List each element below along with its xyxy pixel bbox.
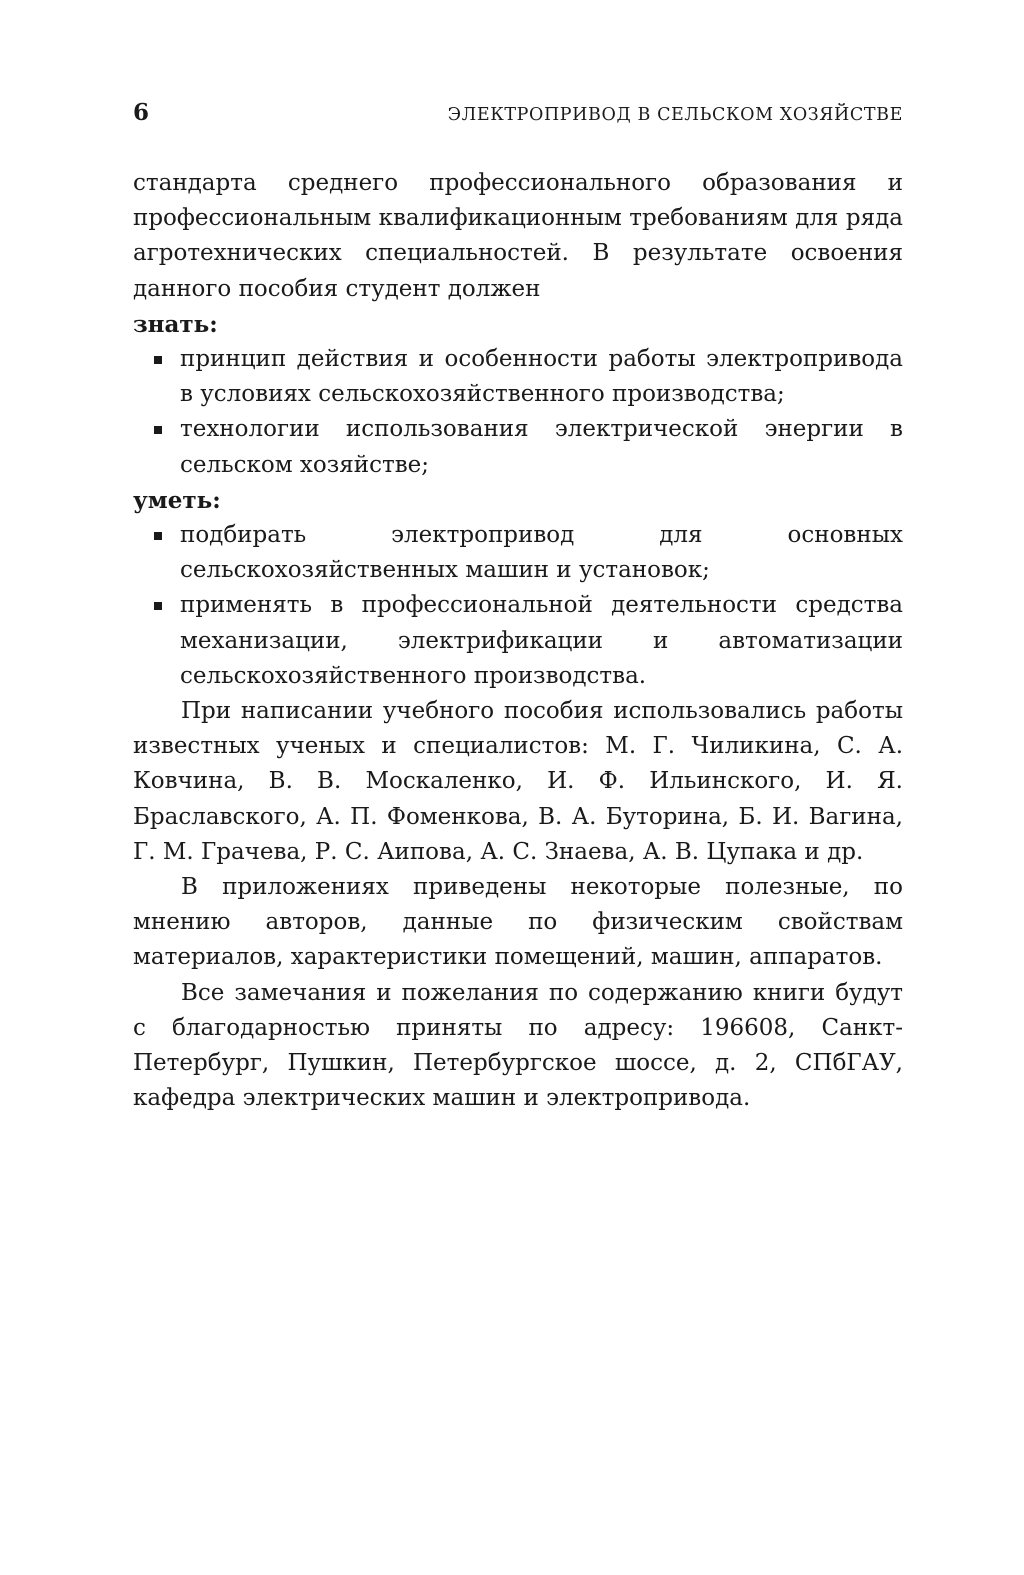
bullet-square-icon [154, 602, 162, 610]
list-item-text: подбирать электропривод для основных сельскохозяйственных машин и установок; [180, 522, 903, 584]
can-label: уметь: [133, 486, 221, 514]
sources-paragraph: При написании учебного пособия использовались работы известных ученых и специалистов: М. Г. Чиликина, С. А. Ковчина, В. В. Москаленко, И. Ф. Ильинского, И. Я. Браславского, А. П. Фоменкова, В. А. Буторина, Б. И. Вагина, Г. М. Грачева, Р. С. Аипова, А. С. Знаева, А. В. Цупака и др. [133, 698, 903, 865]
intro-paragraph: стандарта среднего профессионального образования и профессиональным квалификационным требованиям для ряда агротехнических специальностей. В результате освоения данного пособия студент должен [133, 170, 903, 302]
list-item [180, 412, 903, 482]
know-label: знать: [133, 310, 218, 338]
list-item-text: принцип действия и особенности работы электропривода в условиях сельскохозяйственного производства; [180, 346, 903, 408]
appendix-paragraph: В приложениях приведены некоторые полезные, по мнению авторов, данные по физическим свойствам материалов, характеристики помещений, машин, аппаратов. [133, 874, 903, 971]
page-content [133, 166, 903, 1116]
list-item-text: технологии использования электрической энергии в сельском хозяйстве; [180, 416, 903, 478]
know-list [133, 342, 903, 483]
bullet-square-icon [154, 532, 162, 540]
list-item [180, 342, 903, 412]
list-item [180, 588, 903, 694]
bullet-square-icon [154, 426, 162, 434]
list-item [180, 518, 903, 588]
can-list [133, 518, 903, 694]
feedback-paragraph: Все замечания и пожелания по содержанию книги будут с благодарностью приняты по адресу: 196608, Санкт-Петербург, Пушкин, Петербургское шоссе, д. 2, СПбГАУ, кафедра электрических машин и электропривода. [133, 979, 903, 1112]
page-number: 6 [133, 99, 150, 126]
running-title: ЭЛЕКТРОПРИВОД В СЕЛЬСКОМ ХОЗЯЙСТВЕ [447, 105, 903, 125]
running-head [133, 98, 903, 130]
list-item-text: применять в профессиональной деятельности средства механизации, электрификации и автоматизации сельскохозяйственного производства. [180, 592, 903, 689]
bullet-square-icon [154, 356, 162, 364]
